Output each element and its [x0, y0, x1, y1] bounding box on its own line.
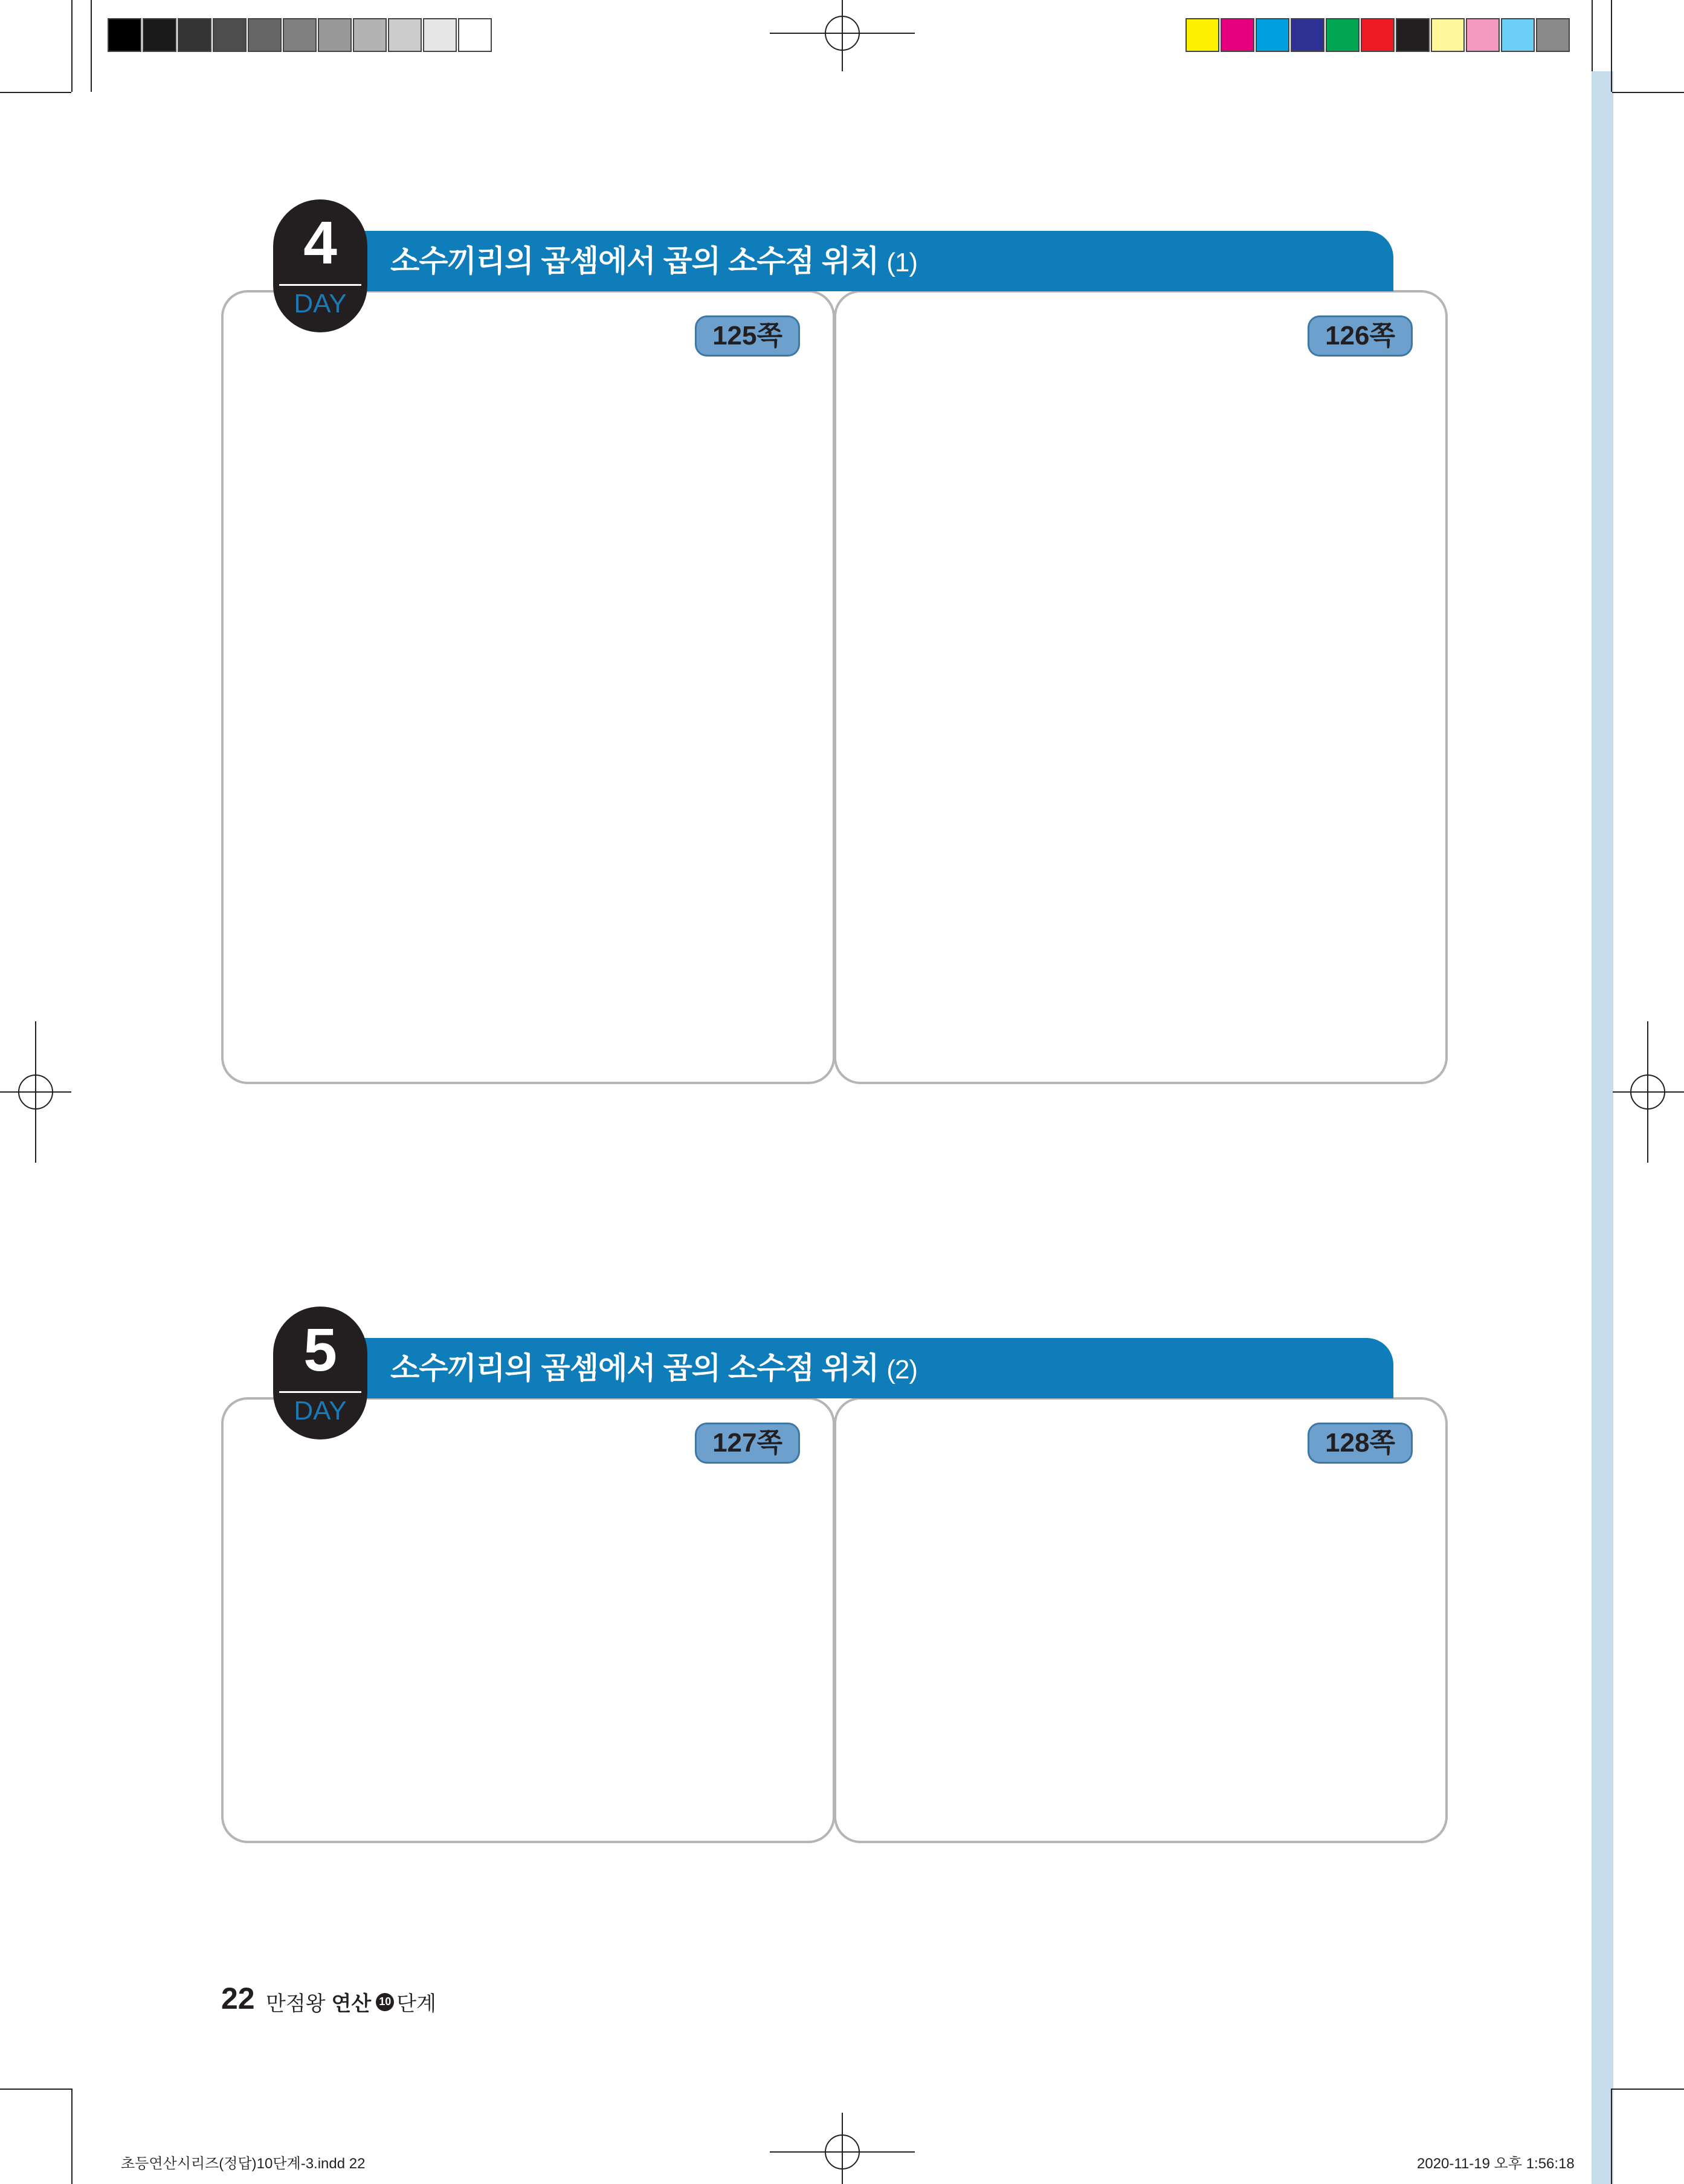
day-number: 4: [303, 209, 337, 277]
color-swatch: [1291, 18, 1324, 52]
answer-panel-right: [834, 290, 1448, 1084]
section-title: 소수끼리의 곱셈에서 곱의 소수점 위치 (2): [390, 1351, 918, 1385]
book-name: 만점왕: [266, 1992, 326, 2015]
color-swatch: [1536, 18, 1570, 52]
day-number: 5: [303, 1316, 337, 1384]
color-swatch: [1431, 18, 1465, 52]
slug-file: 초등연산시리즈(정답)10단계-3.indd 22: [121, 2156, 366, 2172]
crop-mark: [71, 0, 73, 92]
page-number: 22: [221, 1982, 255, 2015]
section-title-banner: [342, 1338, 1393, 1398]
crop-mark: [91, 0, 92, 92]
color-swatch: [423, 18, 457, 52]
section-title-banner: [342, 231, 1393, 291]
color-swatch: [1361, 18, 1395, 52]
color-swatch: [213, 18, 247, 52]
crop-mark: [0, 92, 71, 93]
crop-mark: [1611, 2089, 1612, 2184]
crop-mark: [1612, 2089, 1684, 2090]
registration-mark: [18, 1074, 53, 1110]
color-swatch: [1326, 18, 1360, 52]
registration-mark: [825, 16, 860, 51]
crop-mark: [1612, 92, 1684, 93]
day-badge: [273, 199, 367, 332]
badge-divider: [279, 1391, 361, 1393]
color-swatch: [283, 18, 317, 52]
color-swatch: [1466, 18, 1500, 52]
color-swatch: [1396, 18, 1430, 52]
crop-mark: [0, 2089, 71, 2090]
color-swatch: [1186, 18, 1219, 52]
page-tag: 127쪽: [695, 1423, 800, 1464]
section-title: 소수끼리의 곱셈에서 곱의 소수점 위치 (1): [390, 244, 918, 278]
color-swatch: [1256, 18, 1289, 52]
crop-mark: [1611, 0, 1612, 92]
answer-panel-left: [221, 1397, 835, 1843]
book-title: [266, 1987, 436, 2017]
book-subject: 연산: [331, 1992, 372, 2015]
registration-mark: [825, 2134, 860, 2169]
color-swatch: [353, 18, 387, 52]
answer-panel-left: [221, 290, 835, 1084]
color-swatch: [108, 18, 141, 52]
crop-mark: [71, 2089, 73, 2184]
margin-strip: [1592, 71, 1613, 2184]
level-badge-icon: 10: [376, 1993, 394, 2011]
color-swatch: [248, 18, 282, 52]
crop-mark: [1592, 0, 1593, 71]
page-tag: 126쪽: [1308, 315, 1413, 357]
level-suffix: 단계: [396, 1992, 436, 2015]
color-swatch: [178, 18, 211, 52]
day-label: DAY: [294, 1396, 347, 1426]
slug-date: 2020-11-19 오후 1:56:18: [1417, 2156, 1575, 2172]
gray-scale-bar: [108, 18, 493, 52]
color-swatch: [458, 18, 492, 52]
badge-divider: [279, 284, 361, 286]
day-badge: [273, 1307, 367, 1439]
answer-panel-right: [834, 1397, 1448, 1843]
page-tag: 128쪽: [1308, 1423, 1413, 1464]
color-swatch: [318, 18, 352, 52]
registration-mark: [1630, 1074, 1665, 1110]
color-swatch: [388, 18, 422, 52]
color-swatch: [1221, 18, 1254, 52]
page-tag: 125쪽: [695, 315, 800, 357]
color-control-bar: [1186, 18, 1571, 52]
day-label: DAY: [294, 289, 347, 318]
color-swatch: [143, 18, 176, 52]
color-swatch: [1501, 18, 1535, 52]
